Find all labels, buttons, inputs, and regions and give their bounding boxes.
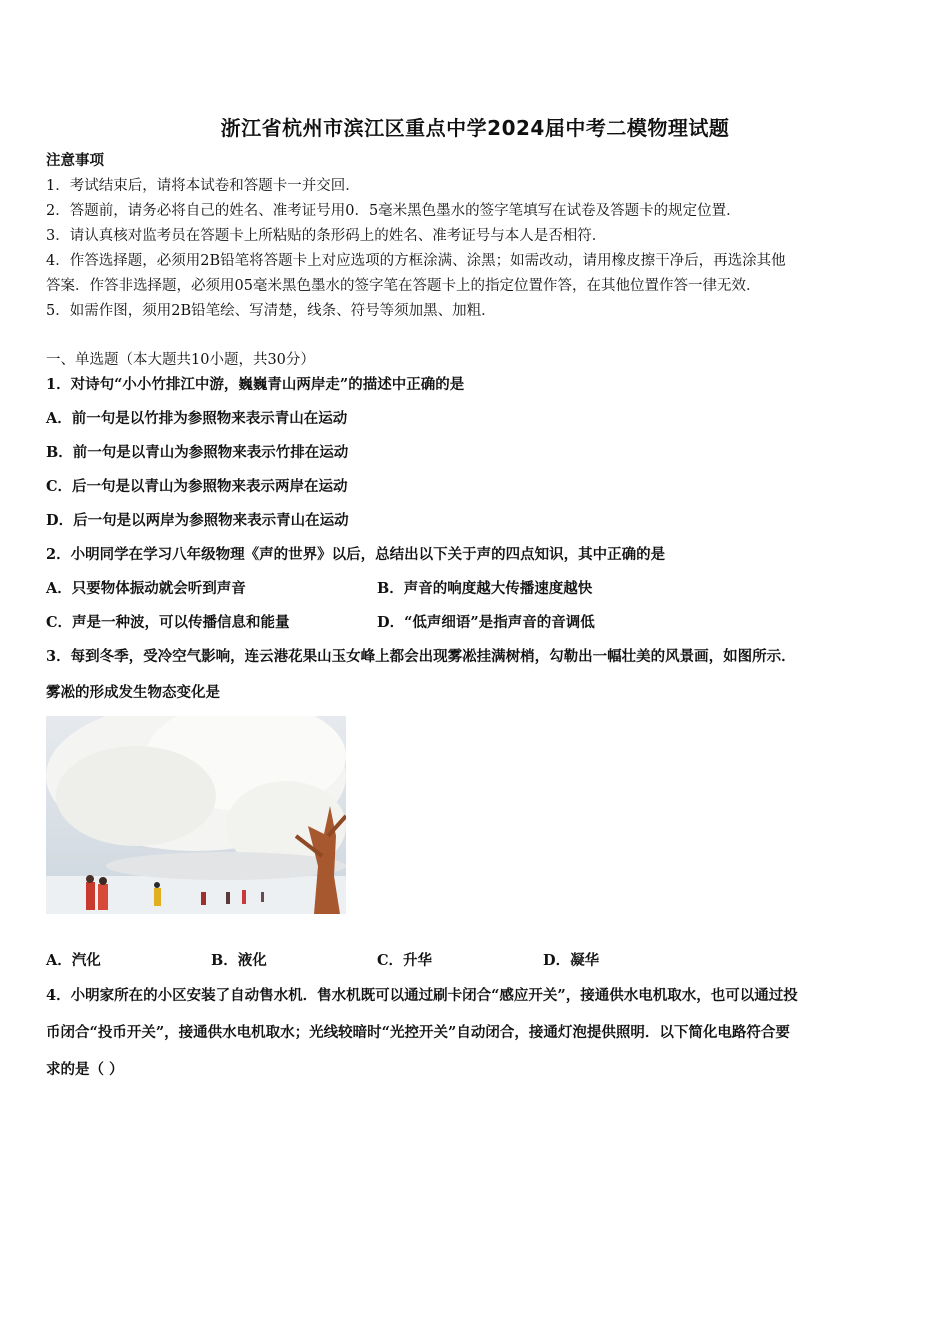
notice-item: 3．请认真核对监考员在答题卡上所粘贴的条形码上的姓名、准考证号与本人是否相符． [46,228,607,244]
notice-item: 5．如需作图，须用2B铅笔绘、写清楚，线条、符号等须加黑、加粗． [46,303,496,319]
notice-item: 答案．作答非选择题，必须用05毫米黑色墨水的签字笔在答题卡上的指定位置作答，在其他位置作答一律无效． [46,278,761,294]
notice-item: 1．考试结束后，请将本试卷和答题卡一并交回． [46,178,360,194]
question-1-option-b: B．前一句是以青山为参照物来表示竹排在运动 [46,444,349,461]
notice-heading: 注意事项 [46,152,104,169]
question-1-option-d: D．后一句是以两岸为参照物来表示青山在运动 [46,512,349,529]
notice-item: 4．作答选择题，必须用2B铅笔将答题卡上对应选项的方框涂满、涂黑；如需改动，请用橡皮擦干净后，再选涂其他 [46,253,786,269]
question-2-option-a: A．只要物体振动就会听到声音 [46,580,246,597]
question-4-stem: 4．小明家所在的小区安装了自动售水机．售水机既可以通过刷卡闭合“感应开关”，接通供水电机取水，也可以通过投 [46,987,798,1004]
question-1-option-a: A．前一句是以竹排为参照物来表示青山在运动 [46,410,348,427]
question-3-option-c: C．升华 [377,952,433,969]
question-3-option-a: A．汽化 [46,952,101,969]
question-2-option-d: D．“低声细语”是指声音的音调低 [377,614,595,631]
question-2-option-b: B．声音的响度越大传播速度越快 [377,580,593,597]
page-title: 浙江省杭州市滨江区重点中学2024届中考二模物理试题 [220,116,730,140]
question-1-option-c: C．后一句是以青山为参照物来表示两岸在运动 [46,478,348,495]
notice-item: 2．答题前，请务必将自己的姓名、准考证号用0．5毫米黑色墨水的签字笔填写在试卷及答题卡的规定位置． [46,203,741,219]
question-1-stem: 1．对诗句“小小竹排江中游，巍巍青山两岸走”的描述中正确的是 [46,376,465,393]
question-2-option-c: C．声是一种波，可以传播信息和能量 [46,614,290,631]
rime-tree-photo [46,716,346,914]
question-4-stem-cont: 币闭合“投币开关”，接通供水电机取水；光线较暗时“光控开关”自动闭合，接通灯泡提供照明．以下简化电路符合要 [46,1024,790,1041]
question-4-stem-end: 求的是（ ） [46,1061,124,1078]
question-2-stem: 2．小明同学在学习八年级物理《声的世界》以后，总结出以下关于声的四点知识，其中正确的是 [46,546,666,563]
question-3-stem: 3．每到冬季，受冷空气影响，连云港花果山玉女峰上都会出现雾凇挂满树梢，勾勒出一幅壮美的风景画，如图所示． [46,648,796,665]
section-heading: 一、单选题（本大题共10小题，共30分） [46,352,315,368]
question-3-stem-cont: 雾凇的形成发生物态变化是 [46,684,220,701]
question-3-option-d: D．凝华 [543,952,600,969]
question-3-option-b: B．液化 [211,952,267,969]
